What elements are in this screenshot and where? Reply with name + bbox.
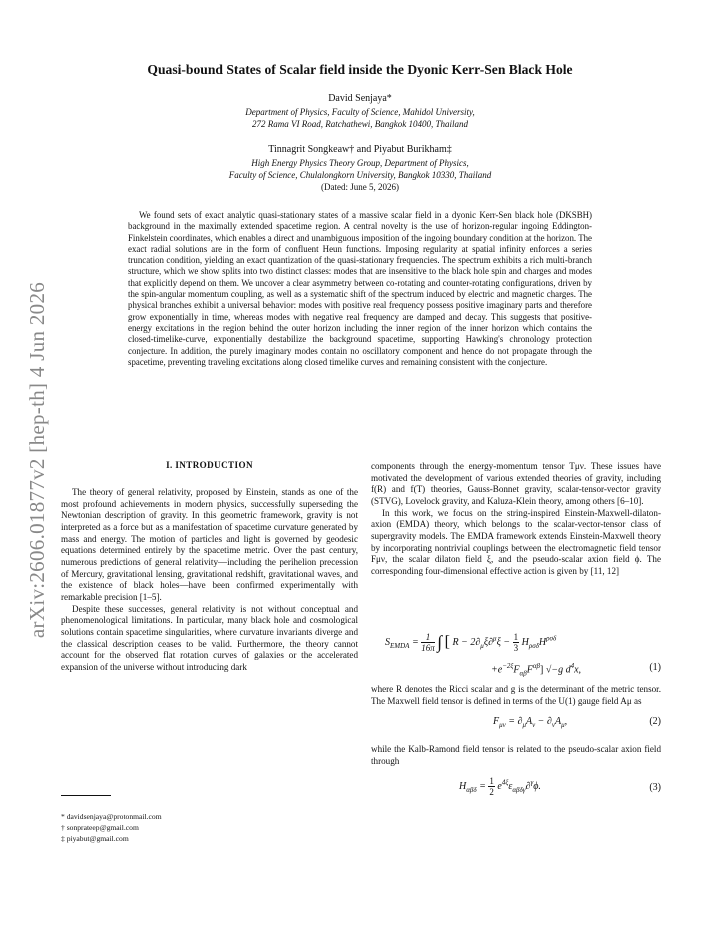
equation-2: $F_{\mu\nu} = \partial_\mu A_\nu - \partial_\nu A_\mu$, (2): [493, 716, 661, 729]
author-2: Tinnagrit Songkeaw† and Piyabut Burikham‡: [268, 144, 452, 155]
affiliation-1: Department of Physics, Faculty of Science, Mahidol University, 272 Rama VI Road, Ratchathewi, Bangkok 10400, Thailand: [245, 107, 475, 129]
paragraph: The theory of general relativity, proposed by Einstein, stands as one of the most profound achievements in modern physics, successfully superseding the Newtonian description of gravity. In this geometric framework, gravity is not interpreted as a force but as a manifestation of spacetime curvature generated by mass and energy. The motion of particles and light is governed by geodesic equations determined entirely by the spacetime metric. Over the past century, numerous predictions of general relativity—including the perihelion precession of Mercury, gravitational lensing, gravitational redshift, gravitational waves, and the existence of black holes—have been confirmed experimentally with remarkable precision [1–5].: [61, 487, 358, 602]
footnote-1[interactable]: * davidsenjaya@protonmail.com: [61, 812, 162, 821]
affiliation-2: High Energy Physics Theory Group, Department of Physics, Faculty of Science, Chulalongkorn University, Bangkok 10330, Thailand: [228, 158, 492, 180]
footnote-rule: [61, 795, 111, 796]
right-column: [371, 461, 661, 578]
paper-title: Quasi-bound States of Scalar field inside the Dyonic Kerr-Sen Black Hole: [147, 62, 573, 77]
paragraph: while the Kalb-Ramond field tensor is related to the pseudo-scalar axion field through: [371, 744, 661, 766]
paragraph: where R denotes the Ricci scalar and g is the determinant of the metric tensor. The Maxwell field tensor is defined in terms of the U(1) gauge field Aμ as: [371, 684, 661, 706]
footnote-2[interactable]: † sonprateep@gmail.com: [61, 822, 139, 832]
abstract: We found sets of exact analytic quasi-stationary states of a massive scalar field in a dyonic Kerr-Sen black hole (DKSBH) background in the maximally extended spacetime region. A central novelty is the use of horizon-regular ingoing Eddington-Finkelstein coordinates, which enables a direct and unambiguous imposition of the ingoing boundary condition at the horizon. The exact radial solutions are in the form of confluent Heun functions. Imposing regularity at spatial infinity enforces a series truncation condition, yielding an exact quantization of the quasi-stationary frequencies. The spectrum exhibits a rich multi-branch structure, which we show splits into two distinct classes: modes that are insensitive to the black hole spin and charges and modes that explicitly depend on them. We uncover a clear asymmetry between co-rotating and counter-rotating configurations, driven by the spin-angular momentum coupling, as well as a systematic shift of the spectrum induced by electric and magnetic charges. The physical branches exhibit a universal behavior: modes with positive real frequency possess positive imaginary parts and therefore grow exponentially in time, whereas modes with negative real frequency are damped and decay. This suggests that positive-energy excitations in the region behind the outer horizon including the inner region of the inner horizon which contains the closed-timelike-curve, exponentially destabilize the background spacetime, supporting Hawking's chronology protection conjecture. In addition, the purely imaginary modes contain no oscillatory component and hence do not propagate through the spacetime, preventing traveling excitations along closed timelike curves and remaining consistent with the conjecture.: [128, 210, 592, 367]
section-heading: I. INTRODUCTION: [166, 460, 253, 470]
footnotes: [61, 812, 358, 844]
dated-line: (Dated: June 5, 2026): [321, 182, 399, 192]
equation-3: $H_{\alpha\beta\delta}$ = $\frac{1}{2}$ $e^{4\xi}\varepsilon_{\alpha\beta\delta\gamma}\partial^\gamma\phi$. (3): [459, 776, 661, 797]
paragraph: In this work, we focus on the string-inspired Einstein-Maxwell-dilaton-axion (EMDA) theory, which belongs to the scalar-vector-tensor class of supergravity models. The EMDA framework extends Einstein-Maxwell theory by incorporating nontrivial couplings between the electromagnetic field tensor Fμν, the scalar dilaton field ξ, and the pseudo-scalar axion field ϕ. The corresponding four-dimensional effective action is given by [11, 12]: [371, 507, 661, 576]
paragraph: Despite these successes, general relativity is not without conceptual and phenomenological limitations. In particular, many black hole and cosmological solutions contain spacetime singularities, where curvature invariants diverge and the classical description ceases to be valid. Furthermore, the theory cannot account for the observed flat rotation curves of galaxies or the accelerated expansion of the universe without introducing dark: [61, 603, 358, 672]
left-column: [61, 460, 358, 674]
equation-number: (3): [649, 782, 661, 793]
equation-number: (2): [649, 716, 661, 727]
footnote-3[interactable]: ‡ piyabut@gmail.com: [61, 833, 129, 843]
equation-1: $S_{EMDA}$ = $\frac{1}{16\pi}$ ∫ [ $R - 2\partial_\mu\xi\partial^\mu\xi$ − $\frac{1}{3}$ $H_{\rho\sigma\delta}H^{\rho\sigma\delta}$ $+e^{-2\xi}F_{\alpha\beta}F^{\alpha\beta}$] √−g $d^4x$, (1): [385, 632, 661, 678]
paragraph: components through the energy-momentum tensor Tμν. These issues have motivated the development of various extended theories of gravity, including f(R) and f(T) theories, Gauss-Bonnet gravity, scalar-tensor-vector gravity (STVG), Lovelock gravity, and Kaluza-Klein theory, among others [6–10].: [371, 461, 661, 506]
arxiv-sidebar-stamp[interactable]: arXiv:2606.01877v2 [hep-th] 4 Jun 2026: [25, 281, 49, 639]
author-1: David Senjaya*: [328, 93, 392, 104]
equation-number: (1): [649, 662, 661, 673]
